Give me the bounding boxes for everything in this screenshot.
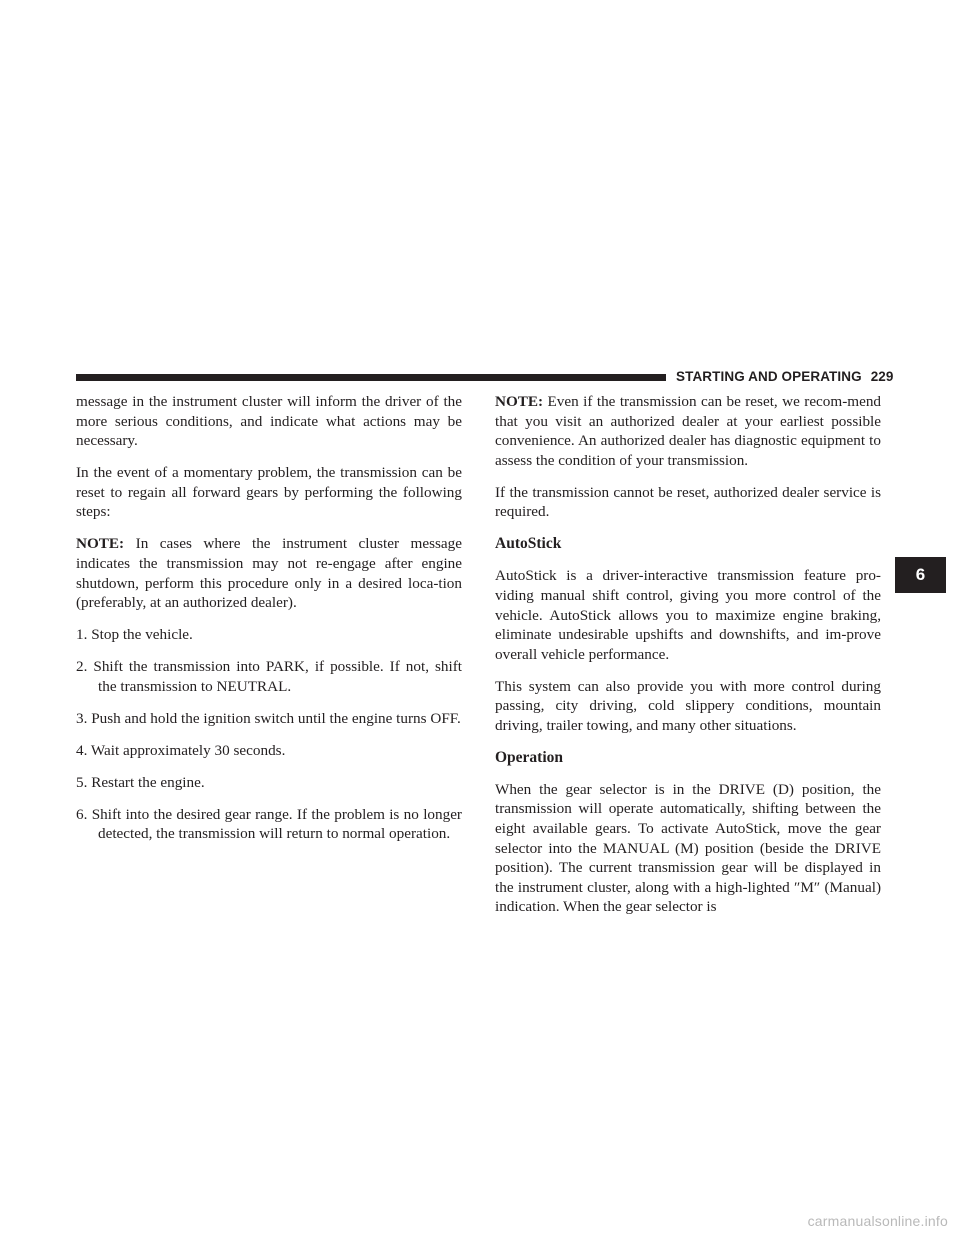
list-item: 2. Shift the transmission into PARK, if possible. If not, shift the transmission to NEUTRAL.	[76, 658, 462, 695]
paragraph: AutoStick is a driver-interactive transmission feature pro-viding manual shift control, giving you more control of the vehicle. AutoStick allows you to maximize engine braking, eliminate undesirable upshifts and downshifts, and im-prove overall vehicle performance.	[495, 567, 881, 663]
paragraph: When the gear selector is in the DRIVE (D) position, the transmission will operate automatically, shifting between the eight available gears. To activate AutoStick, move the gear selector into the MANUAL (M) position (beside the DRIVE position). The current transmission gear will be displayed in the instrument cluster, along with a high-lighted ″M″ (Manual) indication. When the gear selector is	[495, 780, 881, 916]
list-item: 4. Wait approximately 30 seconds.	[76, 741, 286, 759]
paragraph: This system can also provide you with more control during passing, city driving, cold slippery conditions, mountain driving, trailer towing, and many other situations.	[495, 677, 881, 734]
paragraph: message in the instrument cluster will inform the driver of the more serious conditions, and indicate what actions may be necessary.	[76, 393, 462, 450]
watermark: carmanualsonline.info	[807, 1213, 948, 1229]
section-heading-operation: Operation	[495, 748, 564, 766]
section-title: STARTING AND OPERATING	[676, 369, 862, 384]
running-header	[676, 367, 894, 387]
paragraph: If the transmission cannot be reset, authorized dealer service is required.	[495, 483, 881, 521]
list-item: 3. Push and hold the ignition switch until the engine turns OFF.	[76, 709, 461, 727]
page-number: 229	[870, 369, 894, 384]
note-text: Even if the transmission can be reset, we recom-mend that you visit an authorized dealer at your earliest possible convenience. An authorized dealer has diagnostic equipment to assess the condition of your transmission.	[495, 393, 882, 469]
chapter-tab: 6	[895, 557, 946, 593]
note-text: In cases where the instrument cluster message indicates the transmission may not re-engage after engine shutdown, perform this procedure only in a desired loca-tion (preferably, at an authorized dealer).	[76, 535, 463, 612]
steps-list	[76, 625, 462, 844]
section-heading-autostick: AutoStick	[495, 535, 562, 553]
list-item: 5. Restart the engine.	[76, 773, 205, 791]
note-paragraph	[495, 392, 881, 470]
note-label: NOTE:	[495, 393, 544, 410]
header-rule	[76, 374, 666, 381]
paragraph: In the event of a momentary problem, the transmission can be reset to regain all forward gears by performing the following steps:	[76, 464, 462, 521]
right-column	[495, 392, 881, 929]
list-item: 1. Stop the vehicle.	[76, 626, 193, 644]
note-label: NOTE:	[76, 535, 125, 553]
list-item: 6. Shift into the desired gear range. If the problem is no longer detected, the transmission will return to normal operation.	[76, 805, 462, 843]
note-paragraph	[76, 534, 462, 612]
left-column	[76, 392, 462, 856]
